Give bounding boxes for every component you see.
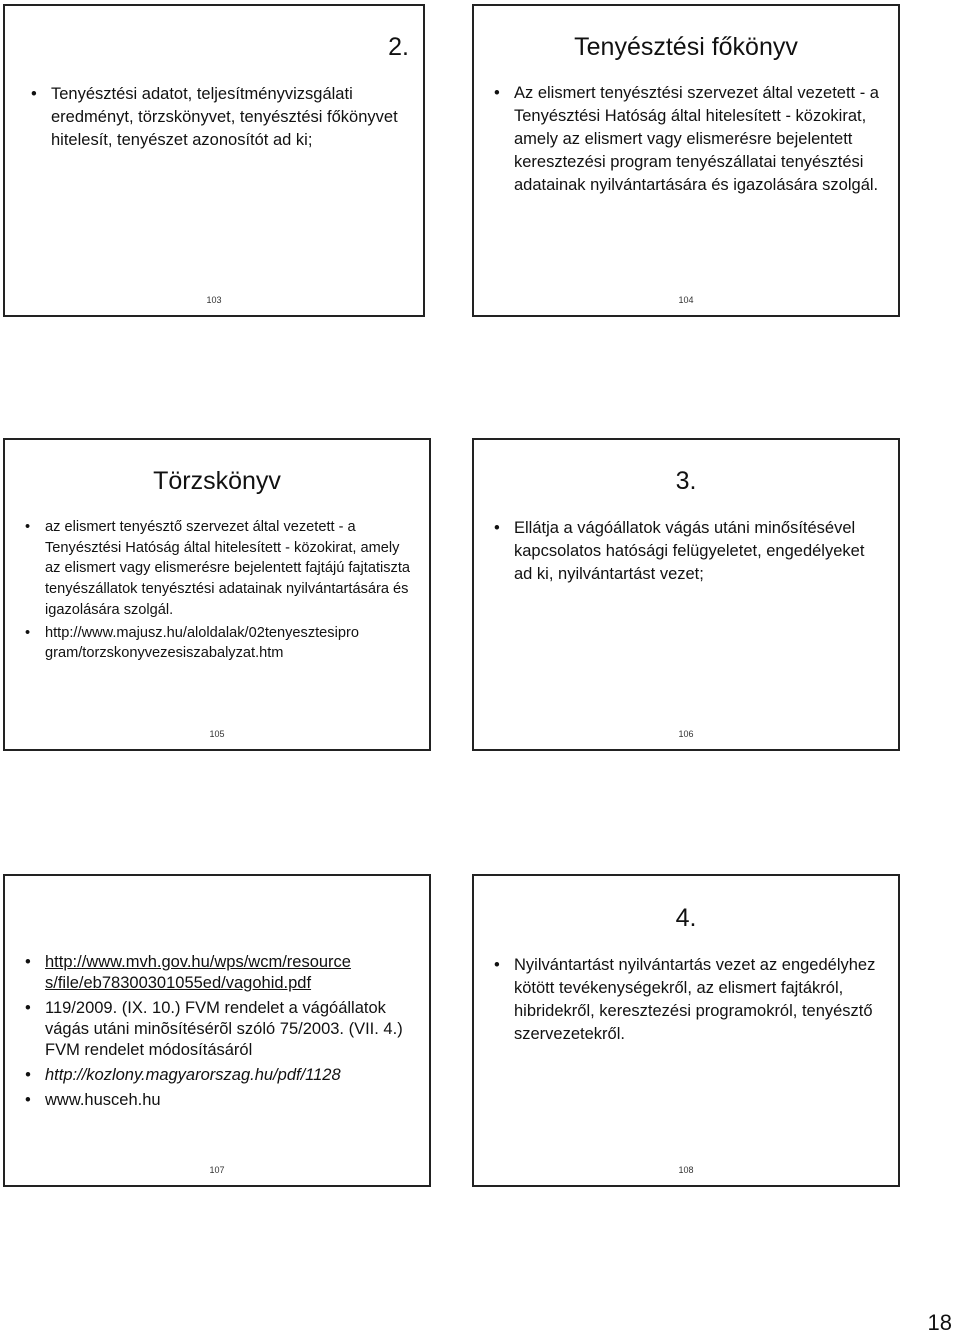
- slide-title: 4.: [675, 904, 697, 932]
- bullet-list: [492, 517, 882, 586]
- bullet-item-url[interactable]: • http://www.majusz.hu/aloldalak/02tenyesztesipro gram/torzskonyvezesiszabalyzat.htm: [23, 623, 413, 664]
- bullet-item: • Az elismert tenyésztési szervezet által vezetett - a Tenyésztési Hatóság által hitelesített - közokirat, amely az elismert vagy elismerésre bejelentett keresztezési program tenyészállatai tenyésztési adatainak nyilvántartására és igazolására szolgál.: [492, 82, 882, 197]
- slide-106: [472, 438, 900, 751]
- slide-104: [472, 4, 900, 317]
- slide-103: [3, 4, 425, 317]
- slide-title: Tenyésztési főkönyv: [574, 33, 798, 61]
- bullet-item: • az elismert tenyésztő szervezet által vezetett - a Tenyésztési Hatóság által hitelesített - közokirat, amely az elismert vagy elismerésre bejelentett fajtájú fajtatiszta tenyészállatok tenyésztési adatainak nyilvántartására és igazolására szolgál.: [23, 517, 413, 621]
- bullet-item: • Nyilvántartást nyilvántartás vezet az engedélyhez kötött tevékenységekről, az elismert fajtákról, hibridekről, keresztezési programokról, tenyésztő szervezetekről.: [492, 954, 884, 1046]
- slide-number: 104: [678, 295, 694, 305]
- bullet-list: [29, 83, 407, 152]
- bullet-link-kozlony[interactable]: • http://kozlony.magyarorszag.hu/pdf/1128: [23, 1065, 415, 1086]
- bullet-link-mvh[interactable]: • http://www.mvh.gov.hu/wps/wcm/resource s/file/eb78300301055ed/vagohid.pdf: [23, 952, 415, 994]
- slide-105: [3, 438, 431, 751]
- bullet-item: • Ellátja a vágóállatok vágás utáni minősítésével kapcsolatos hatósági felügyeletet, engedélyeket ad ki, nyilvántartást vezet;: [492, 517, 882, 586]
- slide-title: Törzskönyv: [153, 467, 281, 495]
- slide-number: 105: [209, 729, 225, 739]
- slide-title: 2.: [388, 33, 409, 61]
- slide-107: [3, 874, 431, 1187]
- bullet-list: [492, 82, 882, 197]
- bullet-list: [492, 954, 884, 1046]
- bullet-link-husceh[interactable]: • www.husceh.hu: [23, 1090, 415, 1111]
- bullet-list: [23, 952, 415, 1115]
- bullet-item: • 119/2009. (IX. 10.) FVM rendelet a vágóállatok vágás utáni minõsítésérõl szóló 75/2003. (VII. 4.) FVM rendelet módosításáról: [23, 998, 415, 1061]
- bullet-list: [23, 517, 413, 664]
- bullet-item: • Tenyésztési adatot, teljesítményvizsgálati eredményt, törzskönyvet, tenyésztési főkönyvet hitelesít, tenyészet azonosítót ad ki;: [29, 83, 407, 152]
- page-number: 18: [927, 1310, 952, 1335]
- slide-number: 107: [209, 1165, 225, 1175]
- slide-number: 108: [678, 1165, 694, 1175]
- slide-number: 103: [206, 295, 222, 305]
- slide-title: 3.: [675, 467, 697, 495]
- slide-number: 106: [678, 729, 694, 739]
- slide-108: [472, 874, 900, 1187]
